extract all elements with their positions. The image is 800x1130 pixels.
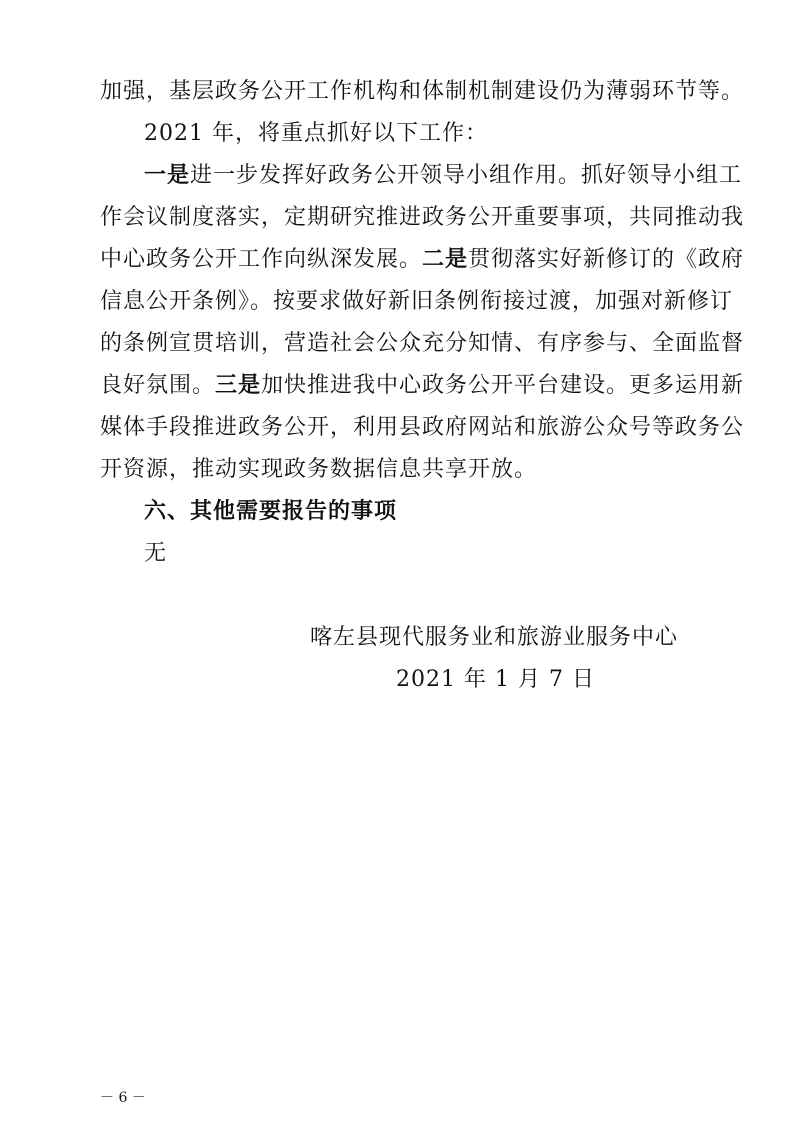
paragraph-line-7: 的条例宣贯培训，营造社会公众充分知情、有序参与、全面监督	[100, 331, 745, 356]
paragraph-line-3	[144, 160, 743, 192]
paragraph-line-8	[100, 370, 745, 402]
paragraph-line-5	[100, 244, 745, 276]
paragraph-line-10: 开资源，推动实现政务数据信息共享开放。	[100, 457, 538, 482]
page-number: － 6 －	[100, 1090, 146, 1106]
paragraph-intro-2021: 2021 年，将重点抓好以下工作：	[144, 121, 488, 146]
paragraph-line-4: 作会议制度落实，定期研究推进政务公开重要事项，共同推动我	[100, 205, 745, 230]
point-two-text: 贯彻落实好新修订的《政府	[468, 247, 745, 272]
section-body: 无	[144, 541, 168, 566]
point-one-text: 进一步发挥好政务公开领导小组作用。抓好领导小组工	[190, 163, 743, 188]
paragraph-line-1: 加强，基层政务公开工作机构和体制机制建设仍为薄弱环节等。	[100, 79, 745, 104]
line-8-pre: 良好氛围。	[100, 373, 216, 398]
signature-organization: 喀左县现代服务业和旅游业服务中心	[310, 625, 679, 650]
point-one-label: 一是	[144, 163, 191, 188]
point-two-label: 二是	[422, 247, 469, 272]
paragraph-line-6: 信息公开条例》。按要求做好新旧条例衔接过渡，加强对新修订	[100, 289, 734, 314]
point-three-label: 三是	[215, 373, 262, 398]
line-5-pre: 中心政务公开工作向纵深发展。	[100, 247, 423, 272]
section-heading: 六、其他需要报告的事项	[144, 499, 398, 524]
paragraph-line-9: 媒体手段推进政务公开，利用县政府网站和旅游公众号等政务公	[100, 415, 745, 440]
signature-date: 2021 年 1 月 7 日	[396, 667, 595, 692]
point-three-text: 加快推进我中心政务公开平台建设。更多运用新	[261, 373, 745, 398]
